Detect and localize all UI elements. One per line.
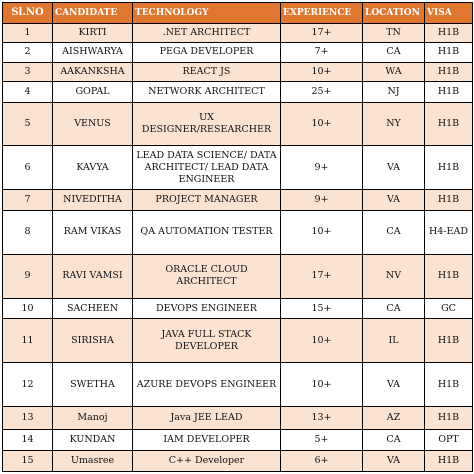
cell-visa: H4-EAD [425, 210, 473, 254]
cell-visa: H1B [425, 407, 473, 430]
cell-technology: JAVA FULL STACK DEVELOPER [133, 319, 281, 363]
cell-sl: 9 [3, 254, 53, 298]
cell-experience: 10+ [281, 363, 363, 407]
header-visa: VISA [425, 3, 473, 24]
header-location: LOCATION [363, 3, 425, 24]
cell-location: VA [363, 363, 425, 407]
cell-visa: H1B [425, 24, 473, 43]
cell-candidate: Umasree [53, 451, 133, 472]
cell-technology: AZURE DEVOPS ENGINEER [133, 363, 281, 407]
cell-candidate: SWETHA [53, 363, 133, 407]
cell-candidate: Manoj [53, 407, 133, 430]
cell-location: NJ [363, 82, 425, 103]
table-row [3, 24, 473, 43]
cell-location: IL [363, 319, 425, 363]
table-row [3, 407, 473, 430]
cell-experience: 9+ [281, 146, 363, 190]
cell-sl: 6 [3, 146, 53, 190]
table-row [3, 42, 473, 62]
cell-location: TN [363, 24, 425, 43]
cell-candidate: AISHWARYA [53, 42, 133, 62]
header-technology: TECHNOLOGY [133, 3, 281, 24]
cell-sl: 7 [3, 190, 53, 211]
cell-visa: H1B [425, 363, 473, 407]
cell-visa: H1B [425, 451, 473, 472]
cell-experience: 10+ [281, 103, 363, 146]
cell-location: NY [363, 103, 425, 146]
cell-visa: H1B [425, 319, 473, 363]
cell-sl: 10 [3, 298, 53, 319]
cell-candidate: AAKANKSHA [53, 62, 133, 82]
cell-experience: 9+ [281, 190, 363, 211]
header-row [3, 3, 473, 24]
cell-candidate: RAM VIKAS [53, 210, 133, 254]
cell-technology: NETWORK ARCHITECT [133, 82, 281, 103]
cell-visa: H1B [425, 62, 473, 82]
cell-candidate: KAVYA [53, 146, 133, 190]
cell-technology: Java JEE LEAD [133, 407, 281, 430]
cell-location: AZ [363, 407, 425, 430]
cell-technology: C++ Developer [133, 451, 281, 472]
cell-visa: H1B [425, 82, 473, 103]
cell-visa: H1B [425, 103, 473, 146]
table-row [3, 254, 473, 298]
cell-candidate: VENUS [53, 103, 133, 146]
cell-candidate: GOPAL [53, 82, 133, 103]
cell-technology: QA AUTOMATION TESTER [133, 210, 281, 254]
cell-location: VA [363, 451, 425, 472]
cell-experience: 10+ [281, 62, 363, 82]
cell-sl: 12 [3, 363, 53, 407]
cell-sl: 5 [3, 103, 53, 146]
cell-sl: 2 [3, 42, 53, 62]
table-row [3, 363, 473, 407]
cell-technology: PEGA DEVELOPER [133, 42, 281, 62]
table-row [3, 62, 473, 82]
cell-visa: OPT [425, 430, 473, 451]
cell-visa: H1B [425, 190, 473, 211]
table-row [3, 190, 473, 211]
cell-location: CA [363, 298, 425, 319]
cell-sl: 14 [3, 430, 53, 451]
table-row [3, 430, 473, 451]
cell-technology: UX DESIGNER/RESEARCHER [133, 103, 281, 146]
table-row [3, 103, 473, 146]
cell-experience: 6+ [281, 451, 363, 472]
cell-visa: H1B [425, 254, 473, 298]
cell-candidate: NIVEDITHA [53, 190, 133, 211]
header-sl-no: Sl.NO [3, 3, 53, 24]
cell-candidate: KIRTI [53, 24, 133, 43]
candidate-table [2, 2, 473, 472]
cell-candidate: KUNDAN [53, 430, 133, 451]
table-row [3, 298, 473, 319]
cell-location: CA [363, 42, 425, 62]
cell-experience: 10+ [281, 319, 363, 363]
cell-experience: 17+ [281, 254, 363, 298]
cell-experience: 5+ [281, 430, 363, 451]
cell-location: CA [363, 210, 425, 254]
cell-sl: 4 [3, 82, 53, 103]
cell-sl: 3 [3, 62, 53, 82]
cell-candidate: SIRISHA [53, 319, 133, 363]
cell-experience: 10+ [281, 210, 363, 254]
table-row [3, 451, 473, 472]
cell-visa: GC [425, 298, 473, 319]
cell-technology: LEAD DATA SCIENCE/ DATA ARCHITECT/ LEAD DATA ENGINEER [133, 146, 281, 190]
cell-technology: DEVOPS ENGINEER [133, 298, 281, 319]
cell-technology: PROJECT MANAGER [133, 190, 281, 211]
cell-sl: 1 [3, 24, 53, 43]
header-experience: EXPERIENCE [281, 3, 363, 24]
cell-location: WA [363, 62, 425, 82]
cell-technology: REACT JS [133, 62, 281, 82]
cell-sl: 15 [3, 451, 53, 472]
cell-experience: 7+ [281, 42, 363, 62]
cell-location: NV [363, 254, 425, 298]
cell-technology: .NET ARCHITECT [133, 24, 281, 43]
cell-visa: H1B [425, 42, 473, 62]
cell-experience: 17+ [281, 24, 363, 43]
table-row [3, 210, 473, 254]
cell-experience: 15+ [281, 298, 363, 319]
cell-sl: 11 [3, 319, 53, 363]
cell-technology: ORACLE CLOUD ARCHITECT [133, 254, 281, 298]
table-row [3, 146, 473, 190]
cell-sl: 13 [3, 407, 53, 430]
table-row [3, 82, 473, 103]
header-candidate: CANDIDATE [53, 3, 133, 24]
cell-experience: 25+ [281, 82, 363, 103]
cell-candidate: SACHEEN [53, 298, 133, 319]
cell-location: VA [363, 146, 425, 190]
cell-experience: 13+ [281, 407, 363, 430]
cell-location: CA [363, 430, 425, 451]
table-row [3, 319, 473, 363]
cell-candidate: RAVI VAMSI [53, 254, 133, 298]
cell-technology: IAM DEVELOPER [133, 430, 281, 451]
cell-sl: 8 [3, 210, 53, 254]
cell-location: VA [363, 190, 425, 211]
cell-visa: H1B [425, 146, 473, 190]
